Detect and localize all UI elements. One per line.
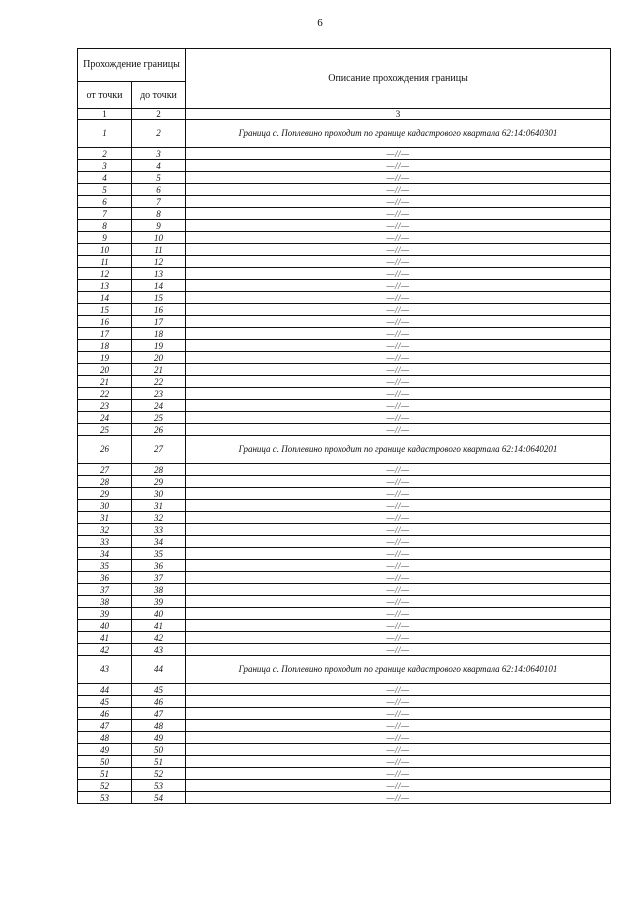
to-point-cell: 10: [132, 232, 186, 244]
from-point-cell: 11: [78, 256, 132, 268]
description-cell: —//—: [186, 708, 611, 720]
description-cell: Граница с. Поплевино проходит по границе кадастрового квартала 62:14:0640101: [186, 656, 611, 684]
from-point-cell: 45: [78, 696, 132, 708]
table-row: [78, 340, 611, 352]
to-point-cell: 43: [132, 644, 186, 656]
to-point-cell: 16: [132, 304, 186, 316]
table-row: [78, 656, 611, 684]
description-cell: —//—: [186, 148, 611, 160]
table-row: [78, 436, 611, 464]
from-point-cell: 28: [78, 476, 132, 488]
to-point-cell: 33: [132, 524, 186, 536]
to-point-cell: 22: [132, 376, 186, 388]
from-point-cell: 46: [78, 708, 132, 720]
to-point-cell: 52: [132, 768, 186, 780]
boundary-table: [77, 48, 611, 804]
to-point-cell: 19: [132, 340, 186, 352]
description-cell: Граница с. Поплевино проходит по границе кадастрового квартала 62:14:0640201: [186, 436, 611, 464]
description-cell: —//—: [186, 684, 611, 696]
from-point-cell: 29: [78, 488, 132, 500]
table-row: [78, 316, 611, 328]
description-cell: —//—: [186, 476, 611, 488]
table-row: [78, 388, 611, 400]
table-row: [78, 400, 611, 412]
table-row: [78, 744, 611, 756]
to-point-cell: 50: [132, 744, 186, 756]
table-row: [78, 476, 611, 488]
description-cell: —//—: [186, 244, 611, 256]
from-point-cell: 34: [78, 548, 132, 560]
table-row: [78, 148, 611, 160]
description-cell: —//—: [186, 352, 611, 364]
header-to-point: до точки: [132, 82, 186, 109]
from-point-cell: 30: [78, 500, 132, 512]
from-point-cell: 50: [78, 756, 132, 768]
description-cell: —//—: [186, 696, 611, 708]
description-cell: —//—: [186, 756, 611, 768]
table-row: [78, 608, 611, 620]
from-point-cell: 3: [78, 160, 132, 172]
to-point-cell: 14: [132, 280, 186, 292]
description-cell: —//—: [186, 780, 611, 792]
table-row: [78, 208, 611, 220]
table-row: [78, 560, 611, 572]
table-row: [78, 732, 611, 744]
from-point-cell: 16: [78, 316, 132, 328]
description-cell: —//—: [186, 560, 611, 572]
table-row: [78, 196, 611, 208]
table-row: [78, 184, 611, 196]
to-point-cell: 9: [132, 220, 186, 232]
to-point-cell: 27: [132, 436, 186, 464]
description-cell: —//—: [186, 208, 611, 220]
to-point-cell: 30: [132, 488, 186, 500]
description-cell: —//—: [186, 792, 611, 804]
description-cell: —//—: [186, 220, 611, 232]
to-point-cell: 23: [132, 388, 186, 400]
table-row: [78, 620, 611, 632]
description-cell: —//—: [186, 720, 611, 732]
to-point-cell: 39: [132, 596, 186, 608]
description-cell: —//—: [186, 280, 611, 292]
from-point-cell: 17: [78, 328, 132, 340]
table-row: [78, 780, 611, 792]
from-point-cell: 27: [78, 464, 132, 476]
table-row: [78, 256, 611, 268]
from-point-cell: 32: [78, 524, 132, 536]
from-point-cell: 6: [78, 196, 132, 208]
to-point-cell: 54: [132, 792, 186, 804]
table-row: [78, 684, 611, 696]
to-point-cell: 17: [132, 316, 186, 328]
from-point-cell: 26: [78, 436, 132, 464]
description-cell: —//—: [186, 388, 611, 400]
from-point-cell: 42: [78, 644, 132, 656]
to-point-cell: 40: [132, 608, 186, 620]
to-point-cell: 28: [132, 464, 186, 476]
to-point-cell: 46: [132, 696, 186, 708]
header-from-point: от точки: [78, 82, 132, 109]
table-row: [78, 172, 611, 184]
to-point-cell: 34: [132, 536, 186, 548]
to-point-cell: 8: [132, 208, 186, 220]
table-row: [78, 768, 611, 780]
table-body: [78, 120, 611, 804]
table-row: [78, 584, 611, 596]
table-row: [78, 548, 611, 560]
from-point-cell: 10: [78, 244, 132, 256]
to-point-cell: 47: [132, 708, 186, 720]
from-point-cell: 4: [78, 172, 132, 184]
description-cell: —//—: [186, 632, 611, 644]
to-point-cell: 13: [132, 268, 186, 280]
from-point-cell: 2: [78, 148, 132, 160]
from-point-cell: 39: [78, 608, 132, 620]
from-point-cell: 51: [78, 768, 132, 780]
to-point-cell: 44: [132, 656, 186, 684]
table-row: [78, 512, 611, 524]
table-row: [78, 792, 611, 804]
from-point-cell: 49: [78, 744, 132, 756]
description-cell: —//—: [186, 340, 611, 352]
header-boundary-description: Описание прохождения границы: [186, 49, 611, 109]
from-point-cell: 44: [78, 684, 132, 696]
table-row: [78, 160, 611, 172]
from-point-cell: 25: [78, 424, 132, 436]
description-cell: —//—: [186, 464, 611, 476]
from-point-cell: 20: [78, 364, 132, 376]
to-point-cell: 6: [132, 184, 186, 196]
to-point-cell: 4: [132, 160, 186, 172]
table-row: [78, 412, 611, 424]
from-point-cell: 15: [78, 304, 132, 316]
description-cell: —//—: [186, 596, 611, 608]
description-cell: —//—: [186, 316, 611, 328]
table-row: [78, 720, 611, 732]
description-cell: —//—: [186, 328, 611, 340]
from-point-cell: 31: [78, 512, 132, 524]
to-point-cell: 15: [132, 292, 186, 304]
to-point-cell: 24: [132, 400, 186, 412]
to-point-cell: 51: [132, 756, 186, 768]
table-row: [78, 244, 611, 256]
description-cell: —//—: [186, 744, 611, 756]
table-row: [78, 536, 611, 548]
table-header: [78, 49, 611, 120]
description-cell: —//—: [186, 608, 611, 620]
to-point-cell: 29: [132, 476, 186, 488]
from-point-cell: 35: [78, 560, 132, 572]
description-cell: —//—: [186, 232, 611, 244]
to-point-cell: 25: [132, 412, 186, 424]
header-col-number-2: 2: [132, 109, 186, 120]
from-point-cell: 21: [78, 376, 132, 388]
to-point-cell: 18: [132, 328, 186, 340]
table-row: [78, 232, 611, 244]
table-row: [78, 304, 611, 316]
description-cell: —//—: [186, 424, 611, 436]
from-point-cell: 40: [78, 620, 132, 632]
from-point-cell: 43: [78, 656, 132, 684]
description-cell: —//—: [186, 292, 611, 304]
header-col-number-3: 3: [186, 109, 611, 120]
from-point-cell: 19: [78, 352, 132, 364]
description-cell: —//—: [186, 732, 611, 744]
description-cell: —//—: [186, 572, 611, 584]
to-point-cell: 36: [132, 560, 186, 572]
to-point-cell: 26: [132, 424, 186, 436]
page-number: 6: [317, 17, 323, 29]
table-row: [78, 280, 611, 292]
from-point-cell: 52: [78, 780, 132, 792]
from-point-cell: 8: [78, 220, 132, 232]
description-cell: —//—: [186, 548, 611, 560]
from-point-cell: 9: [78, 232, 132, 244]
from-point-cell: 18: [78, 340, 132, 352]
from-point-cell: 53: [78, 792, 132, 804]
to-point-cell: 20: [132, 352, 186, 364]
table-row: [78, 644, 611, 656]
description-cell: —//—: [186, 644, 611, 656]
to-point-cell: 37: [132, 572, 186, 584]
table-row: [78, 524, 611, 536]
to-point-cell: 31: [132, 500, 186, 512]
from-point-cell: 12: [78, 268, 132, 280]
description-cell: —//—: [186, 184, 611, 196]
description-cell: —//—: [186, 536, 611, 548]
from-point-cell: 38: [78, 596, 132, 608]
from-point-cell: 24: [78, 412, 132, 424]
description-cell: —//—: [186, 584, 611, 596]
to-point-cell: 35: [132, 548, 186, 560]
from-point-cell: 36: [78, 572, 132, 584]
from-point-cell: 1: [78, 120, 132, 148]
to-point-cell: 41: [132, 620, 186, 632]
description-cell: —//—: [186, 160, 611, 172]
from-point-cell: 22: [78, 388, 132, 400]
to-point-cell: 21: [132, 364, 186, 376]
table-row: [78, 708, 611, 720]
table-row: [78, 220, 611, 232]
from-point-cell: 48: [78, 732, 132, 744]
description-cell: —//—: [186, 412, 611, 424]
table-row: [78, 268, 611, 280]
from-point-cell: 14: [78, 292, 132, 304]
from-point-cell: 7: [78, 208, 132, 220]
table-row: [78, 424, 611, 436]
description-cell: —//—: [186, 524, 611, 536]
table-row: [78, 464, 611, 476]
description-cell: —//—: [186, 488, 611, 500]
table-row: [78, 488, 611, 500]
to-point-cell: 2: [132, 120, 186, 148]
description-cell: —//—: [186, 376, 611, 388]
to-point-cell: 48: [132, 720, 186, 732]
to-point-cell: 53: [132, 780, 186, 792]
description-cell: —//—: [186, 268, 611, 280]
table-row: [78, 364, 611, 376]
description-cell: —//—: [186, 172, 611, 184]
table-row: [78, 352, 611, 364]
description-cell: —//—: [186, 196, 611, 208]
to-point-cell: 7: [132, 196, 186, 208]
from-point-cell: 41: [78, 632, 132, 644]
description-cell: —//—: [186, 620, 611, 632]
to-point-cell: 45: [132, 684, 186, 696]
description-cell: —//—: [186, 364, 611, 376]
table-row: [78, 596, 611, 608]
to-point-cell: 5: [132, 172, 186, 184]
description-cell: —//—: [186, 500, 611, 512]
description-cell: —//—: [186, 304, 611, 316]
from-point-cell: 33: [78, 536, 132, 548]
description-cell: —//—: [186, 768, 611, 780]
description-cell: —//—: [186, 256, 611, 268]
table-row: [78, 292, 611, 304]
from-point-cell: 37: [78, 584, 132, 596]
from-point-cell: 13: [78, 280, 132, 292]
from-point-cell: 23: [78, 400, 132, 412]
from-point-cell: 5: [78, 184, 132, 196]
table-row: [78, 120, 611, 148]
to-point-cell: 38: [132, 584, 186, 596]
to-point-cell: 12: [132, 256, 186, 268]
to-point-cell: 3: [132, 148, 186, 160]
to-point-cell: 32: [132, 512, 186, 524]
table-row: [78, 328, 611, 340]
table-row: [78, 696, 611, 708]
table-row: [78, 500, 611, 512]
table-row: [78, 756, 611, 768]
from-point-cell: 47: [78, 720, 132, 732]
to-point-cell: 42: [132, 632, 186, 644]
table-row: [78, 632, 611, 644]
table-row: [78, 572, 611, 584]
header-boundary-passage: Прохождение границы: [78, 49, 186, 82]
to-point-cell: 11: [132, 244, 186, 256]
table-row: [78, 376, 611, 388]
description-cell: Граница с. Поплевино проходит по границе кадастрового квартала 62:14:0640301: [186, 120, 611, 148]
description-cell: —//—: [186, 400, 611, 412]
description-cell: —//—: [186, 512, 611, 524]
header-col-number-1: 1: [78, 109, 132, 120]
to-point-cell: 49: [132, 732, 186, 744]
